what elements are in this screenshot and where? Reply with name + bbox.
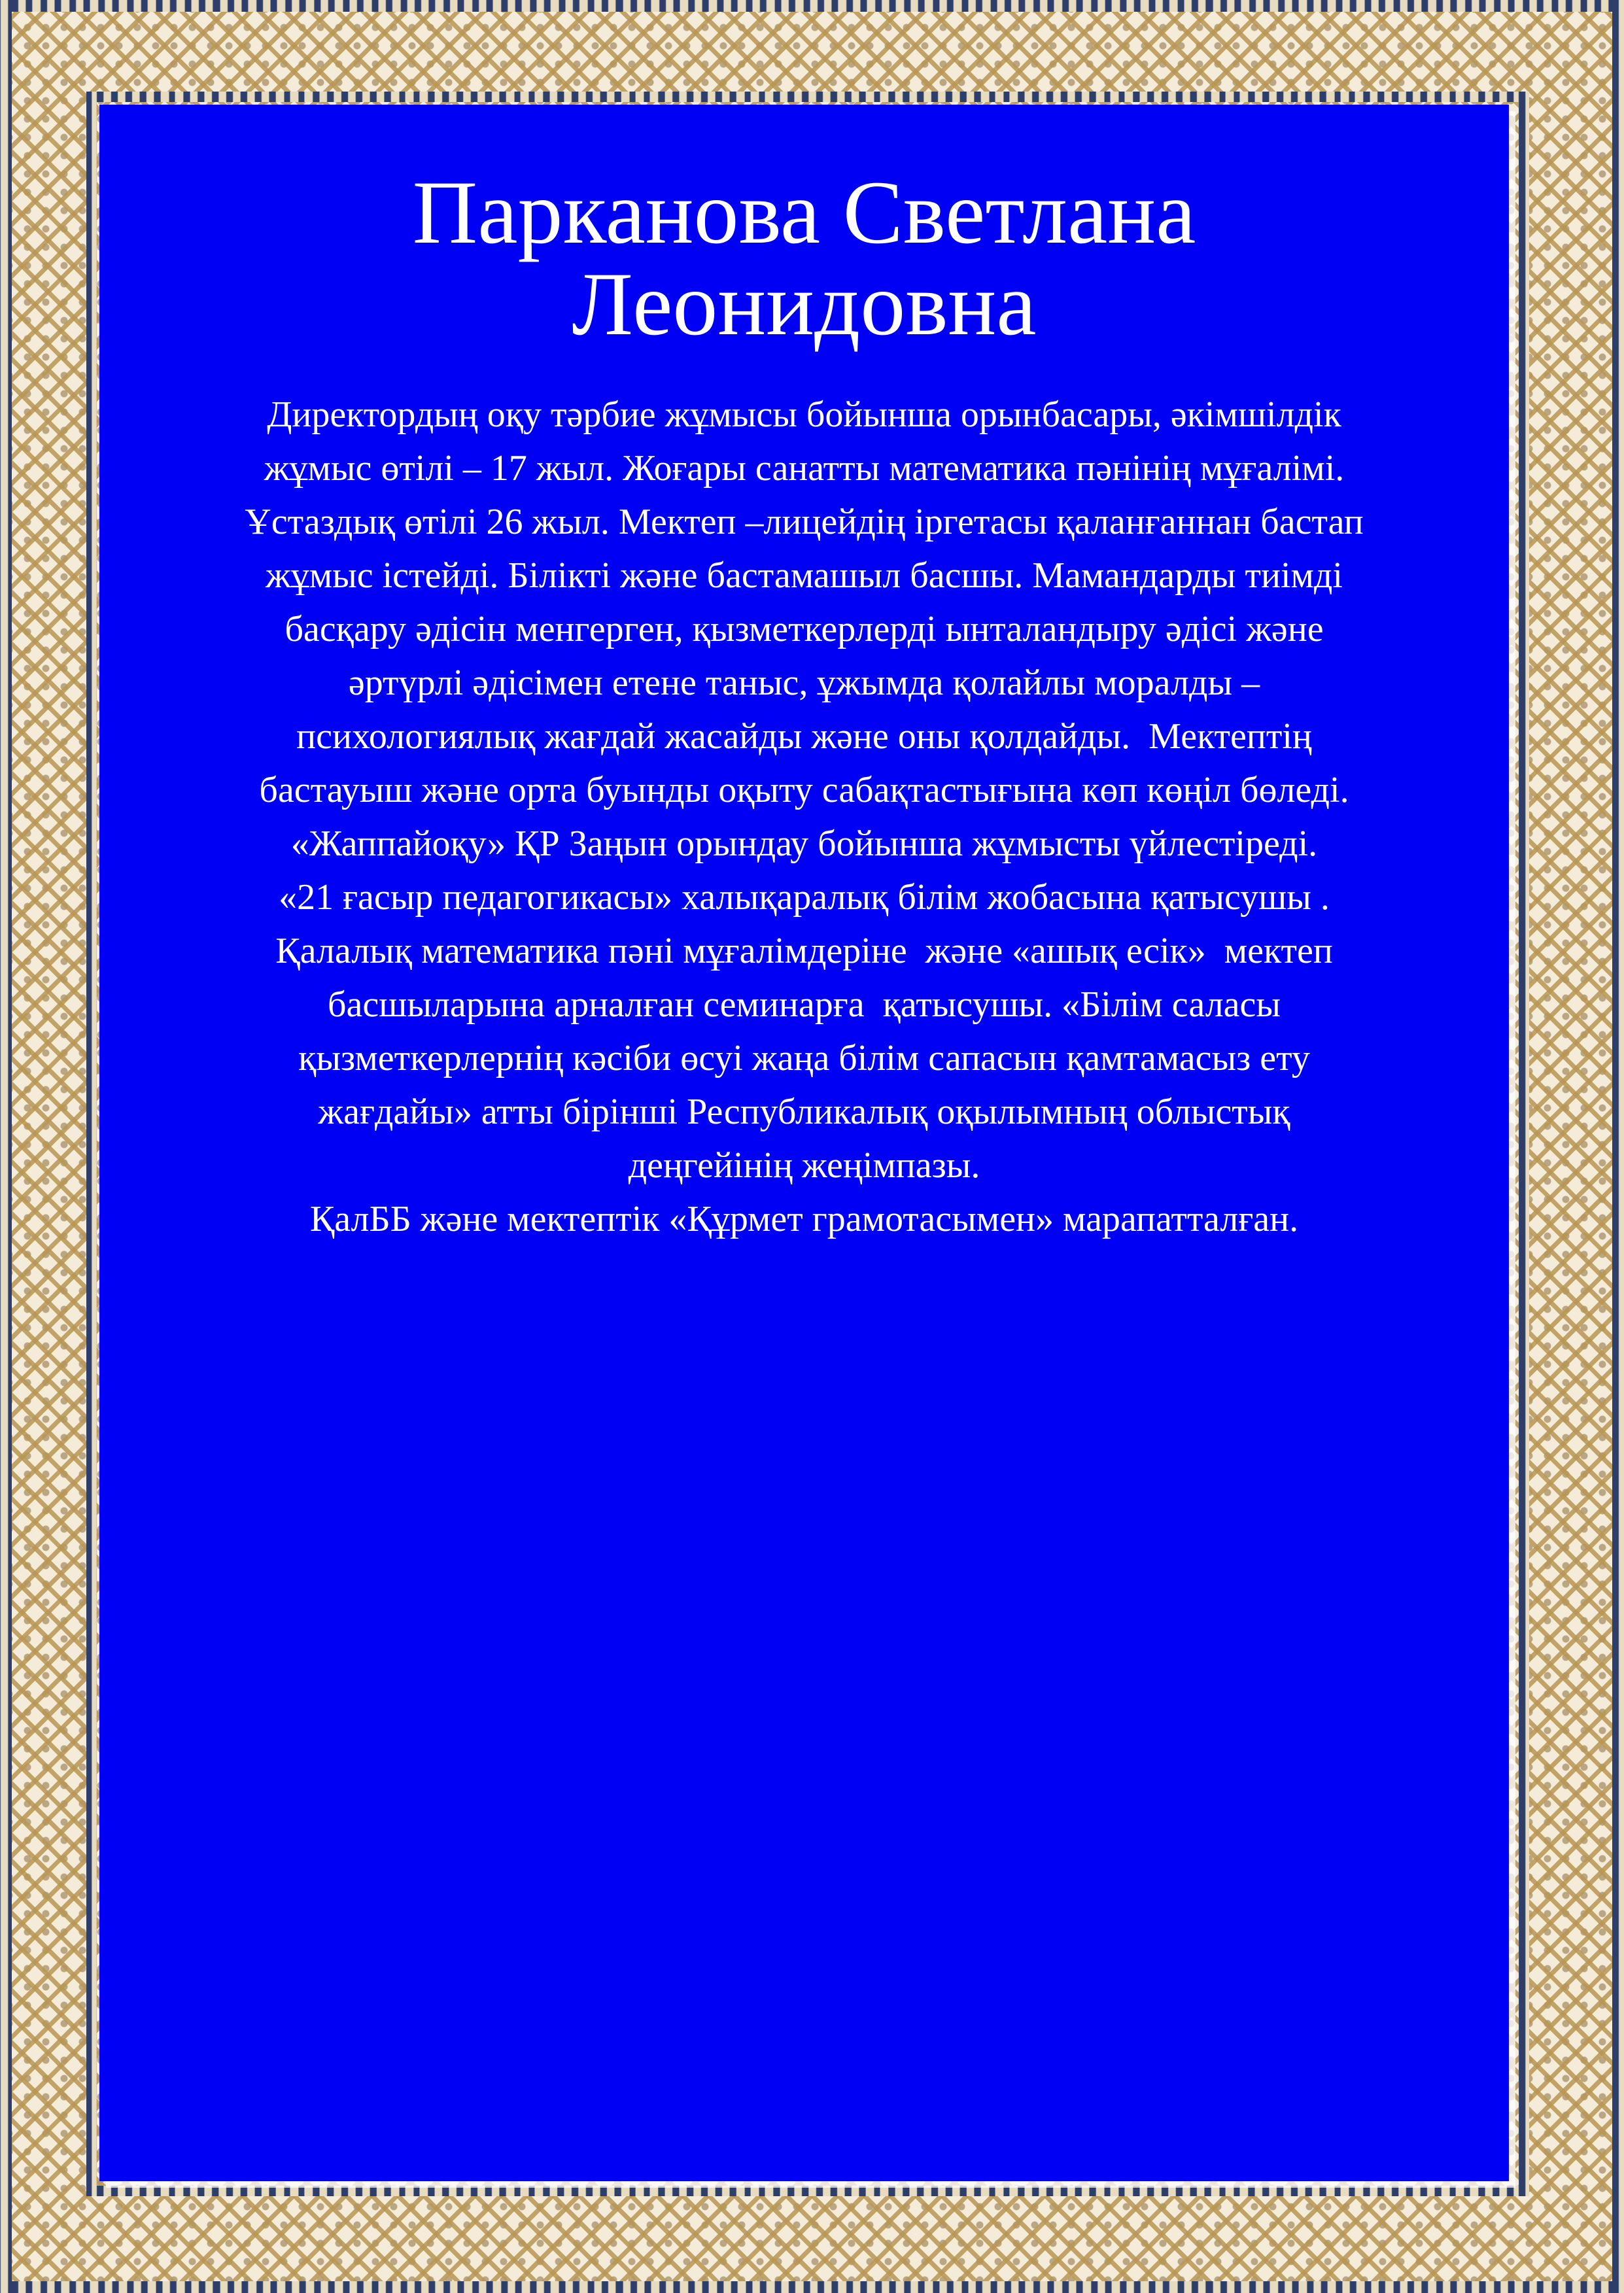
text-line: «21 ғасыр педагогикасы» халықаралық білім жобасына қатысушы . bbox=[279, 877, 1330, 918]
text-line: «Жаппайоқу» ҚР Заңын орындау бойынша жұмысты үйлестіреді. bbox=[290, 823, 1318, 864]
text-line: ҚалББ және мектептік «Құрмет грамотасымен» марапатталған. bbox=[309, 1199, 1299, 1239]
text-line: Қалалық математика пәні мұғалімдеріне және «ашық есік» мектеп bbox=[275, 931, 1333, 971]
content-panel bbox=[99, 105, 1509, 2181]
text-line: қызметкерлернің кәсіби өсуі жаңа білім сапасын қамтамасыз ету bbox=[298, 1038, 1310, 1078]
text-line: әртүрлі әдісімен етене таныс, ұжымда қолайлы моралды – bbox=[348, 663, 1260, 703]
text-line: бастауыш және орта буынды оқыту сабақтастығына көп көңіл бөледі. bbox=[259, 770, 1349, 810]
text-line: жағдайы» атты бірінші Республикалық оқылымның облыстық bbox=[318, 1092, 1290, 1132]
text-line: деңгейінің жеңімпазы. bbox=[628, 1145, 980, 1186]
text-line: Директордың оқу тәрбие жұмысы бойынша орынбасары, әкімшілдік bbox=[267, 394, 1341, 435]
text-line: жұмыс істейді. Білікті және бастамашыл басшы. Мамандарды тиімді bbox=[266, 555, 1343, 596]
text-line: психологиялық жағдай жасайды және оны қолдайды. Мектептің bbox=[296, 716, 1312, 757]
text-line: Ұстаздық өтілі 26 жыл. Мектеп –лицейдің іргетасы қаланғаннан бастап bbox=[245, 502, 1364, 542]
biography-text bbox=[126, 388, 1483, 1246]
text-line: жұмыс өтілі – 17 жыл. Жоғары санатты математика пәнінің мұғалімі. bbox=[264, 448, 1345, 489]
page-title: Парканова Светлана Леонидовна bbox=[412, 162, 1196, 354]
text-line: басшыларына арналған семинарға қатысушы. «Білім саласы bbox=[328, 984, 1281, 1025]
text-line: басқару әдісін менгерген, қызметкерлерді ынталандыру әдісі және bbox=[285, 609, 1324, 649]
